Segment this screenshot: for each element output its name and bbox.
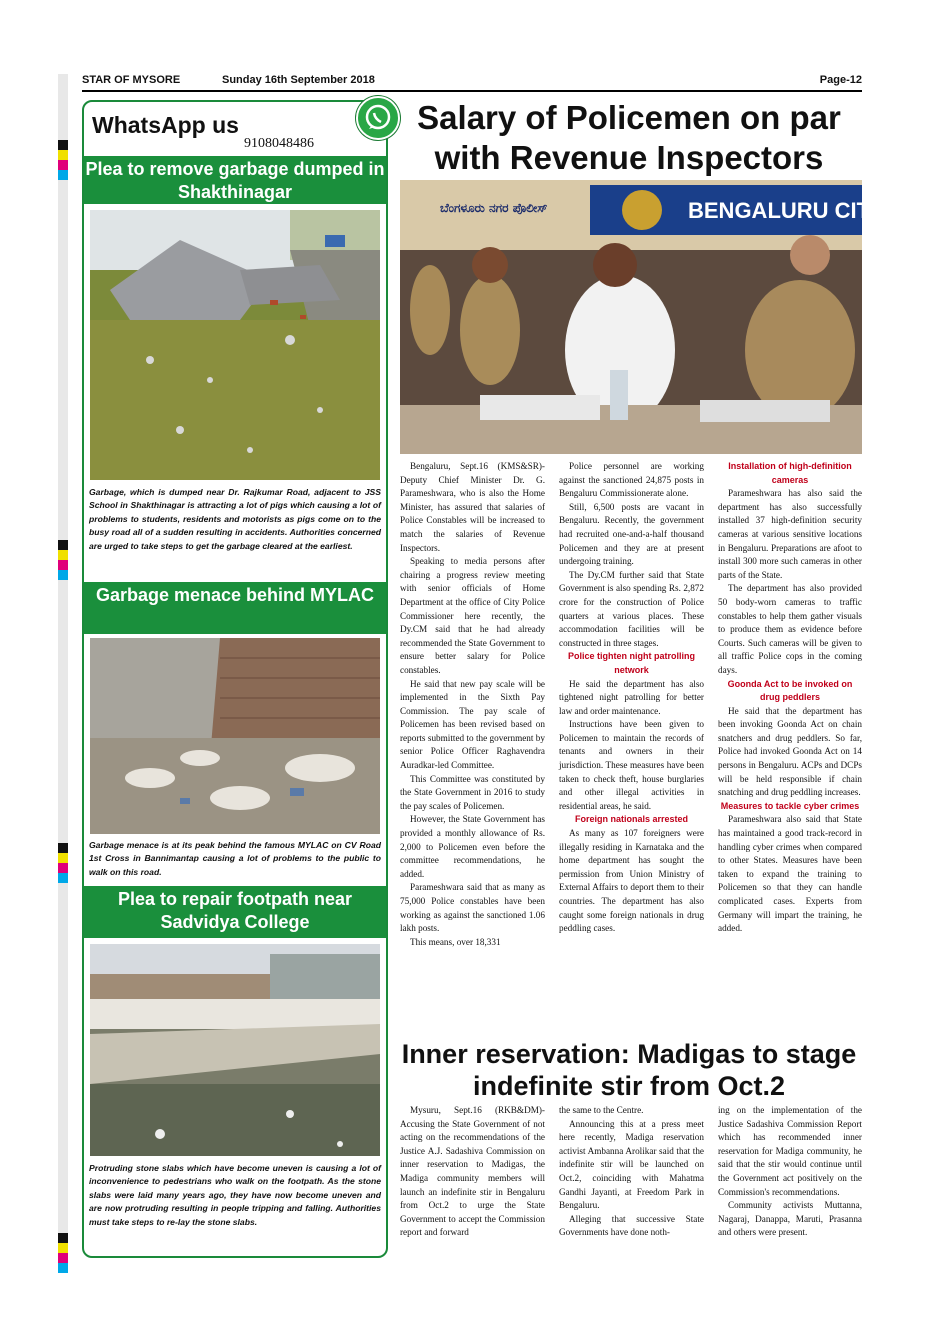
story2-c1-p1: Mysuru, Sept.16 (RKB&DM)- Accusing the State Government of not acting on the recommendations of the Justice A.J. Sadashiva Commission on inner reservation to Madigas, the Madiga community members will launch an indefinite stir in Bengaluru from Oct.2 to urge the State Government to accept the Commission report and forward	[400, 1105, 545, 1238]
photo-sign-text: BENGALURU CITY POLI	[688, 198, 942, 223]
story1-c2-p2: Still, 6,500 posts are vacant in Bengaluru. Recently, the government had recruited one-and-a-half thousand Policemen and they are at present undergoing training.	[559, 501, 704, 567]
story2-column-3	[718, 1104, 862, 1240]
registration-marks	[58, 1233, 68, 1273]
story1-c2-p6: As many as 107 foreigners were illegally residing in Karnataka and the home department has sought the permission from Union Ministry of External Affairs to deport them to their countries. The department has also caught some foreign nationals in drug peddling cases.	[559, 828, 704, 934]
story1-photo	[400, 180, 942, 454]
subhead-cameras: Installation of high-definition cameras	[728, 461, 852, 485]
subhead-foreign-nationals: Foreign nationals arrested	[574, 814, 689, 825]
photo-footpath-sadvidya	[90, 944, 380, 1156]
gutter-strip	[58, 74, 68, 1264]
story1-c1-p2: Speaking to media persons after chairing a progress review meeting with senior officials of Home Department at the office of City Police Commissioner here recently, the Dy.CM said that he had already recommended the State Government to ensure better salary for Police constables.	[400, 556, 545, 675]
story1-c3-p4: Parameshwara also said that State has maintained a good track-record in handling cyber crimes when compared to other States. Measures have been taken to expand the training to Policemen so that they can handle complicated cases. Experts from Germany will impart the training, he added.	[718, 814, 862, 934]
sidebar-title-1: Plea to remove garbage dumped in Shakthinagar	[84, 156, 386, 204]
story1-c1-p3: He said that new pay scale will be implemented in the Sixth Pay Commission. The pay scale of Policemen has been revised based on reports submitted to the government by senior Police Officer Raghavendra Auradkar-led Committee.	[400, 678, 545, 771]
story2-c3-p2: Community activists Muttanna, Nagaraj, Danappa, Maruti, Prasanna and others were present.	[718, 1200, 862, 1238]
story1-c1-p1: Bengaluru, Sept.16 (KMS&SR)- Deputy Chief Minister Dr. G. Parameshwara, who is also the Home Minister, has assured that salaries of Police Constables will be increased to match the salaries of Revenue Inspectors.	[400, 461, 545, 553]
story2-column-1	[400, 1104, 545, 1240]
whatsapp-icon	[356, 96, 400, 140]
story1-c2-p1: Police personnel are working against the sanctioned 24,875 posts in Bengaluru Commissionerate alone.	[559, 461, 704, 499]
story1-c1-p5: However, the State Government has provided a monthly allowance of Rs. 2,000 to Policemen even before the committee recommendations, he added.	[400, 814, 545, 879]
registration-marks	[58, 140, 68, 180]
subhead-goonda-act: Goonda Act to be invoked on drug peddlers	[727, 678, 853, 703]
story1-column-3	[718, 460, 862, 936]
story1-c1-p6: Parameshwara said that as many as 75,000 Police constables have been working as against the sanctioned 1.06 lakh posts.	[400, 882, 545, 934]
photo-sign-kannada: ಬೆಂಗಳೂರು ನಗರ ಪೊಲೀಸ್	[440, 201, 548, 215]
issue-date: Sunday 16th September 2018	[222, 74, 375, 86]
header-rule	[82, 90, 862, 92]
story2-c2-p1: the same to the Centre.	[559, 1105, 644, 1115]
story1-c3-p1: Parameshwara has also said the department has also successfully installed 37 high-definition security cameras at various sensitive locations in Bengaluru. Preparations are afoot to install 300 more such cameras in other parts of the State.	[718, 488, 862, 580]
paper-name: STAR OF MYSORE	[82, 74, 181, 86]
story1-c3-p2: The department has also provided 50 body-worn cameras to traffic constables to help them gather visuals to produce them as evidence before Courts. Such cameras will be given to all traffic Police cops in the coming days.	[718, 583, 862, 675]
caption-garbage-mylac: Garbage menace is at its peak behind the famous MYLAC on CV Road 1st Cross in Bannimantap causing a lot of problems to the public to walk on this road.	[89, 840, 381, 877]
photo-garbage-shakthinagar	[90, 210, 380, 480]
whatsapp-number: 9108048486	[244, 136, 314, 151]
page-number: Page-12	[819, 74, 862, 86]
story2-column-2	[559, 1104, 704, 1240]
registration-marks	[58, 540, 68, 580]
story1-column-2	[559, 460, 704, 936]
whatsapp-label: WhatsApp us	[92, 112, 239, 138]
story1-c2-p3: The Dy.CM further said that State Government is also spending Rs. 2,872 crore for the construction of Police quarters at various places. These accommodation facilities will be constructed in three stages.	[559, 569, 704, 648]
page-header	[82, 74, 862, 86]
subhead-night-patrolling: Police tighten night patrolling network	[568, 651, 695, 675]
story1-c1-p7: This means, over 18,331	[410, 936, 501, 947]
caption-garbage-shakthinagar: Garbage, which is dumped near Dr. Rajkumar Road, adjacent to JSS School in Shakthinagar is attracting a lot of pigs which causing a lot of problems to students, residents and motorists as pigs come on to the busy road all of a sudden resulting in accidents. Authorities concerned are urged to take steps to get the garbage cleared at the earliest.	[89, 487, 381, 551]
story1-c2-p5: Instructions have been given to Policemen to maintain the records of tenants and owners in their jurisdiction. These measures have been taken to check theft, house burglaries and other illegal activities in residential areas, he said.	[559, 719, 704, 811]
story2-c2-p3: Alleging that successive State Governments have done noth-	[559, 1213, 704, 1238]
story1-column-1	[400, 460, 545, 949]
story2-c3-p1: ing on the implementation of the Justice Sadashiva Commission Report which has recommended inner reservation for Madiga community, he said that the stir would continue until the Government act positively on the Commission's recommendations.	[718, 1105, 862, 1197]
story1-c2-p4: He said the department has also tightened night patrolling for better law and order maintenance.	[559, 678, 704, 716]
subhead-cyber-crimes: Measures to tackle cyber crimes	[720, 800, 860, 811]
story1-c3-p3: He said that the department has been invoking Goonda Act on chain snatchers and drug peddlers. So far, Police had invoked Goonda Act on 14 persons in Bengaluru. ACPs and DCPs will be held responsible if chain snatching and drug peddling increases.	[718, 705, 862, 798]
photo-garbage-mylac	[90, 638, 380, 834]
sidebar-title-2: Garbage menace behind MYLAC	[84, 582, 386, 634]
sidebar-title-3: Plea to repair footpath near Sadvidya College	[84, 886, 386, 938]
story2-c2-p2: Announcing this at a press meet here recently, Madiga reservation activist Ambanna Arolikar said that the indefinite stir will be launched on Oct.2, coinciding with Mahatma Gandhi Jayanti, at Freedom Park in Bengaluru.	[559, 1118, 704, 1211]
story2-headline: Inner reservation: Madigas to stage indefinite stir from Oct.2	[401, 1039, 857, 1101]
story1-headline: Salary of Policemen on par with Revenue Inspectors	[417, 99, 841, 176]
story1-c1-p4: This Committee was constituted by the State Government in 2016 to study the pay scales of Policemen.	[400, 773, 545, 811]
whatsapp-sidebar	[82, 100, 388, 1258]
caption-footpath-sadvidya: Protruding stone slabs which have become uneven is causing a lot of inconvenience to pedestrians who walk on the footpath. As the stone slabs were laid many years ago, they have now become uneven and are now protruding resulting in people tripping and falling. Authorities must take steps to re-lay the stone slabs.	[89, 1163, 381, 1227]
registration-marks	[58, 843, 68, 883]
